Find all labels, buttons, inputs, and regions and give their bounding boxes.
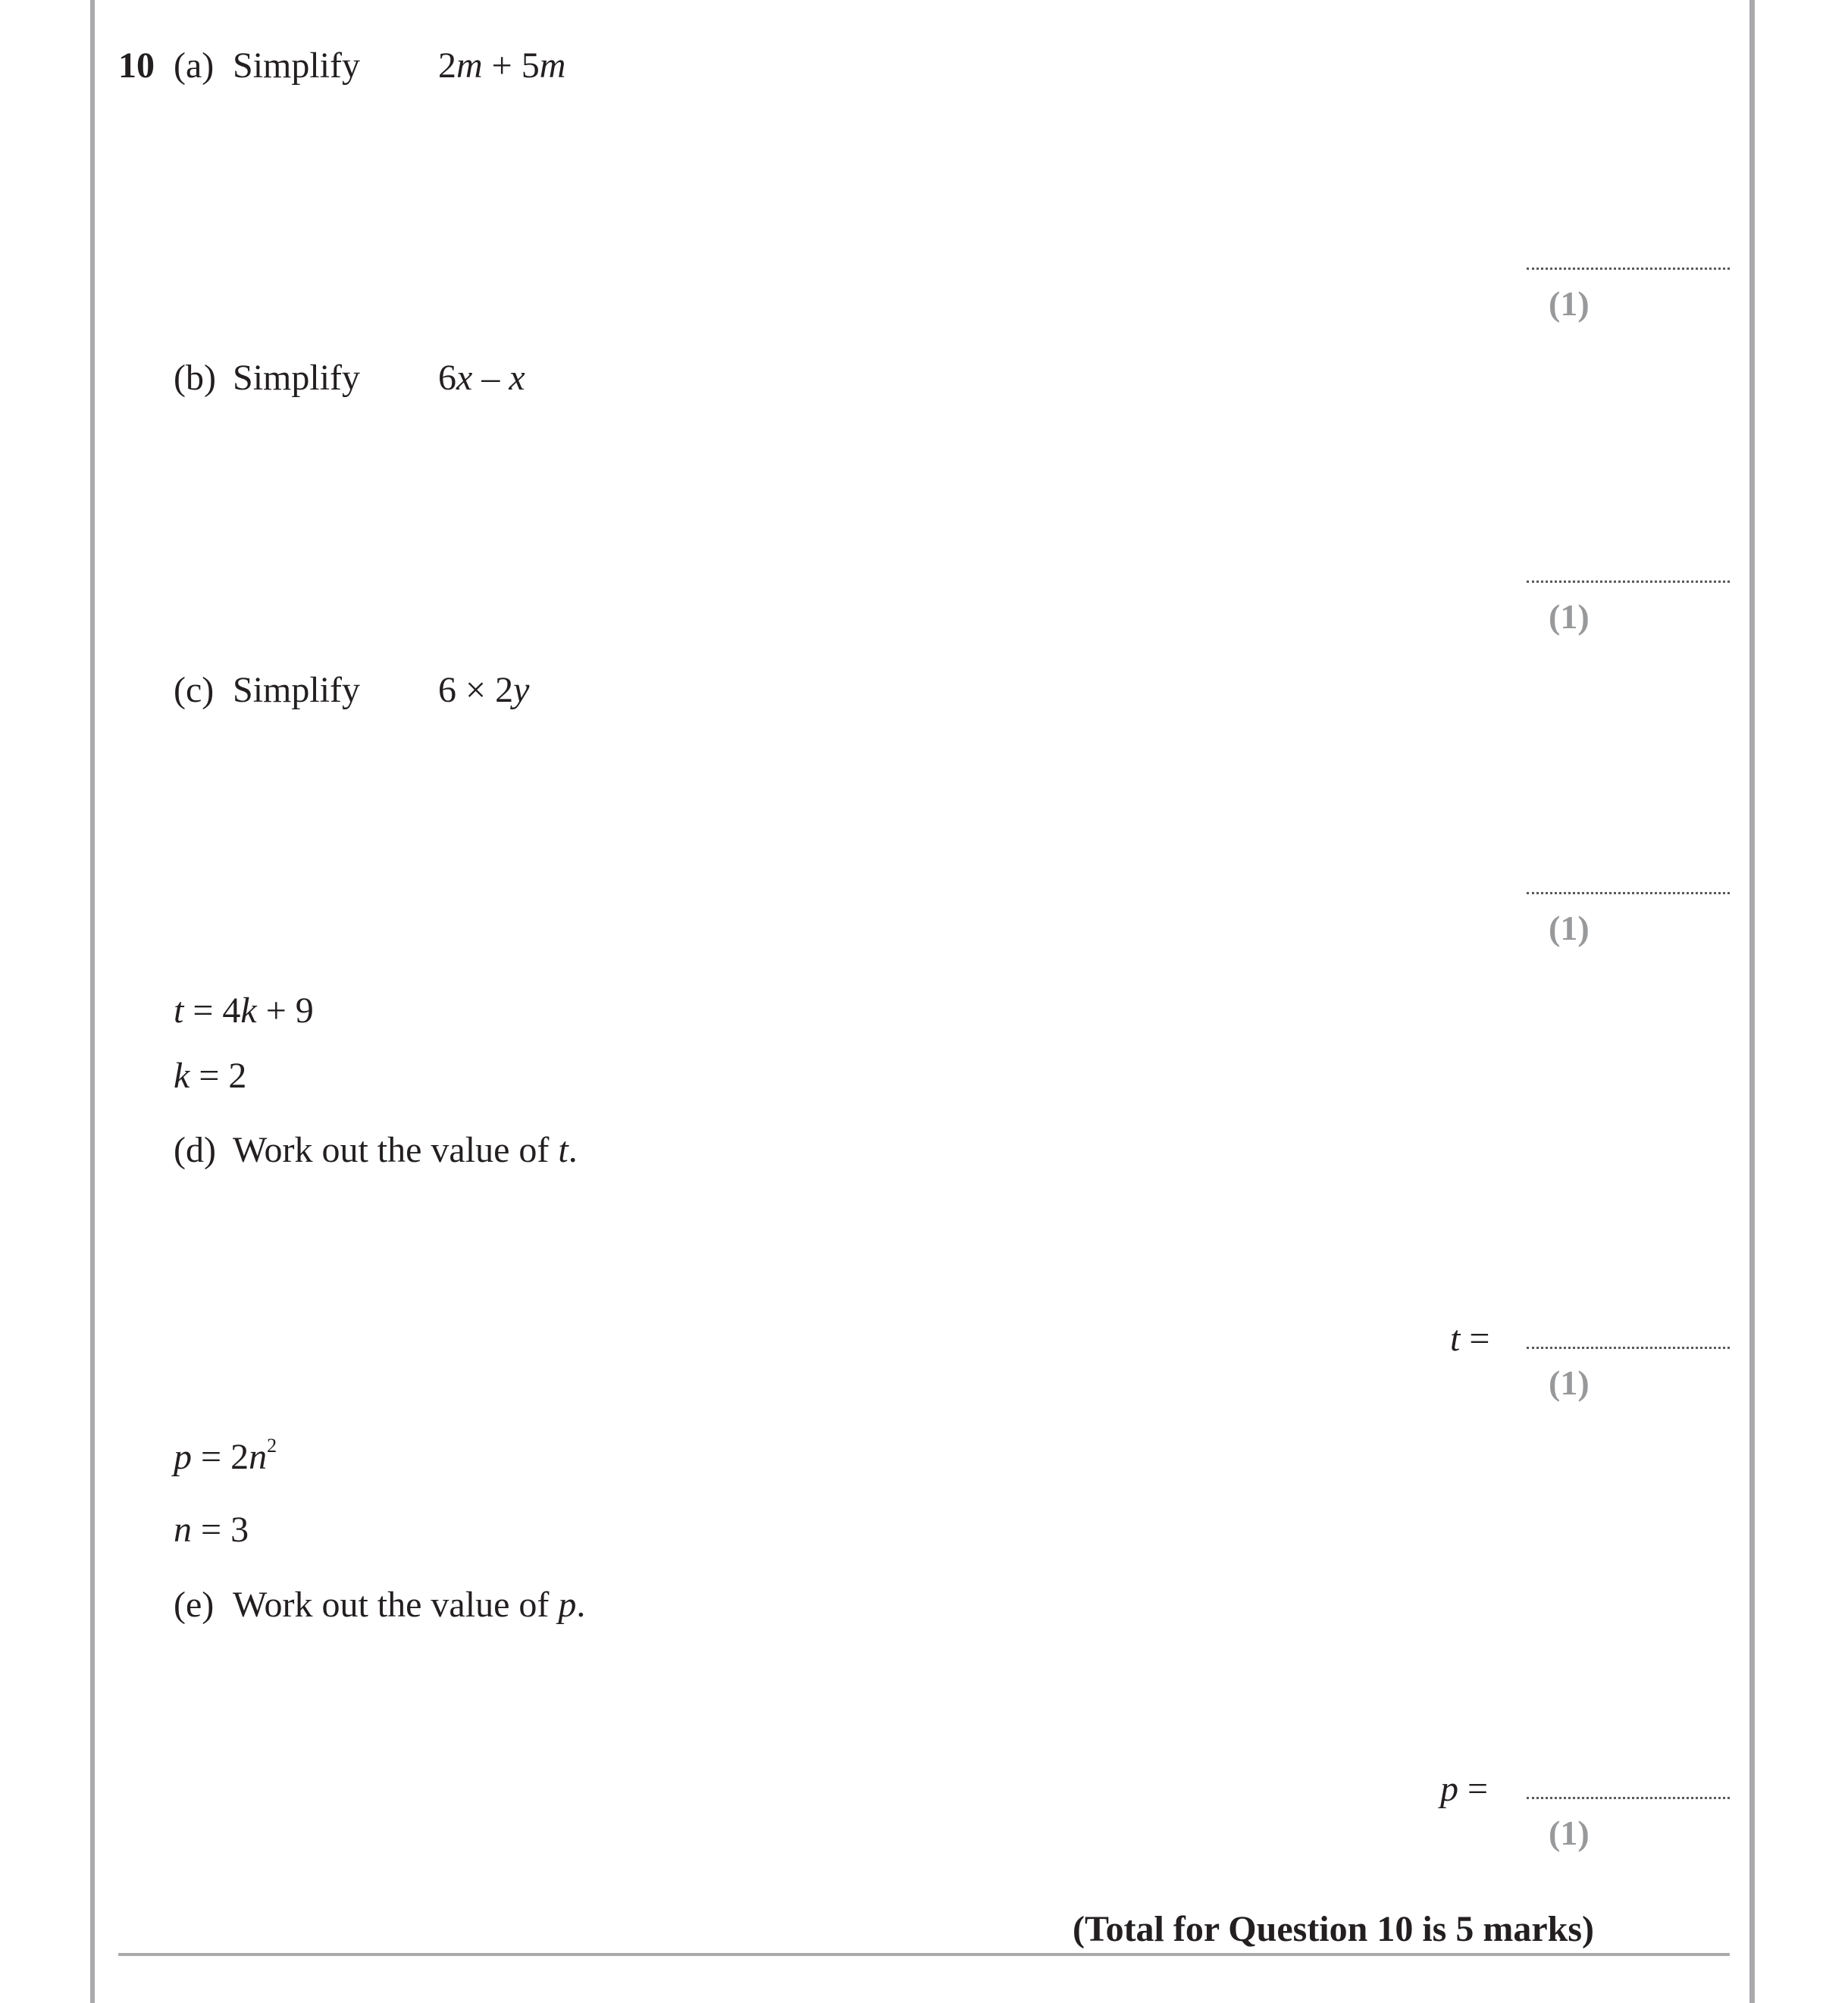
part-d-instruction: Work out the value of t. xyxy=(233,1130,578,1170)
part-a-expression: 2m + 5m xyxy=(438,45,566,86)
part-c-mark: (1) xyxy=(1549,909,1590,947)
page-border-right xyxy=(1749,0,1755,2003)
part-c-label: (c) xyxy=(174,670,215,710)
part-b-expression: 6x – x xyxy=(438,358,525,398)
question-bottom-rule xyxy=(118,1953,1730,1956)
part-e-given-n: n = 3 xyxy=(174,1510,249,1550)
part-a-mark: (1) xyxy=(1549,284,1590,323)
part-e-answer-prefix: p = xyxy=(1440,1769,1498,1809)
question-total: (Total for Question 10 is 5 marks) xyxy=(1072,1909,1594,1949)
part-d-label: (d) xyxy=(174,1130,216,1170)
part-d-mark: (1) xyxy=(1549,1363,1590,1402)
part-d-answer-line[interactable] xyxy=(1527,1347,1730,1349)
part-e-label: (e) xyxy=(174,1585,215,1625)
page-border-left xyxy=(90,0,95,2003)
part-d-answer-prefix: t = xyxy=(1450,1319,1499,1359)
part-d-given-k: k = 2 xyxy=(174,1056,247,1096)
part-c-instruction: Simplify xyxy=(233,670,361,710)
part-b-mark: (1) xyxy=(1549,597,1590,636)
part-a-instruction: Simplify xyxy=(233,45,361,86)
part-e-mark: (1) xyxy=(1549,1814,1590,1852)
question-number: 10 xyxy=(118,45,155,86)
part-c-answer-line[interactable] xyxy=(1527,892,1730,894)
part-b-label: (b) xyxy=(174,358,216,398)
part-b-answer-line[interactable] xyxy=(1527,581,1730,583)
part-e-given-p: $p = 2n^2$ xyxy=(174,1435,277,1477)
part-e-answer-line[interactable] xyxy=(1527,1797,1730,1799)
part-b-instruction: Simplify xyxy=(233,358,361,398)
part-c-expression: 6 × 2y xyxy=(438,670,530,710)
part-a-label: (a) xyxy=(174,45,215,86)
part-d-given-t: t = 4k + 9 xyxy=(174,991,314,1031)
part-e-instruction: Work out the value of p. xyxy=(233,1585,586,1625)
part-a-answer-line[interactable] xyxy=(1527,268,1730,270)
